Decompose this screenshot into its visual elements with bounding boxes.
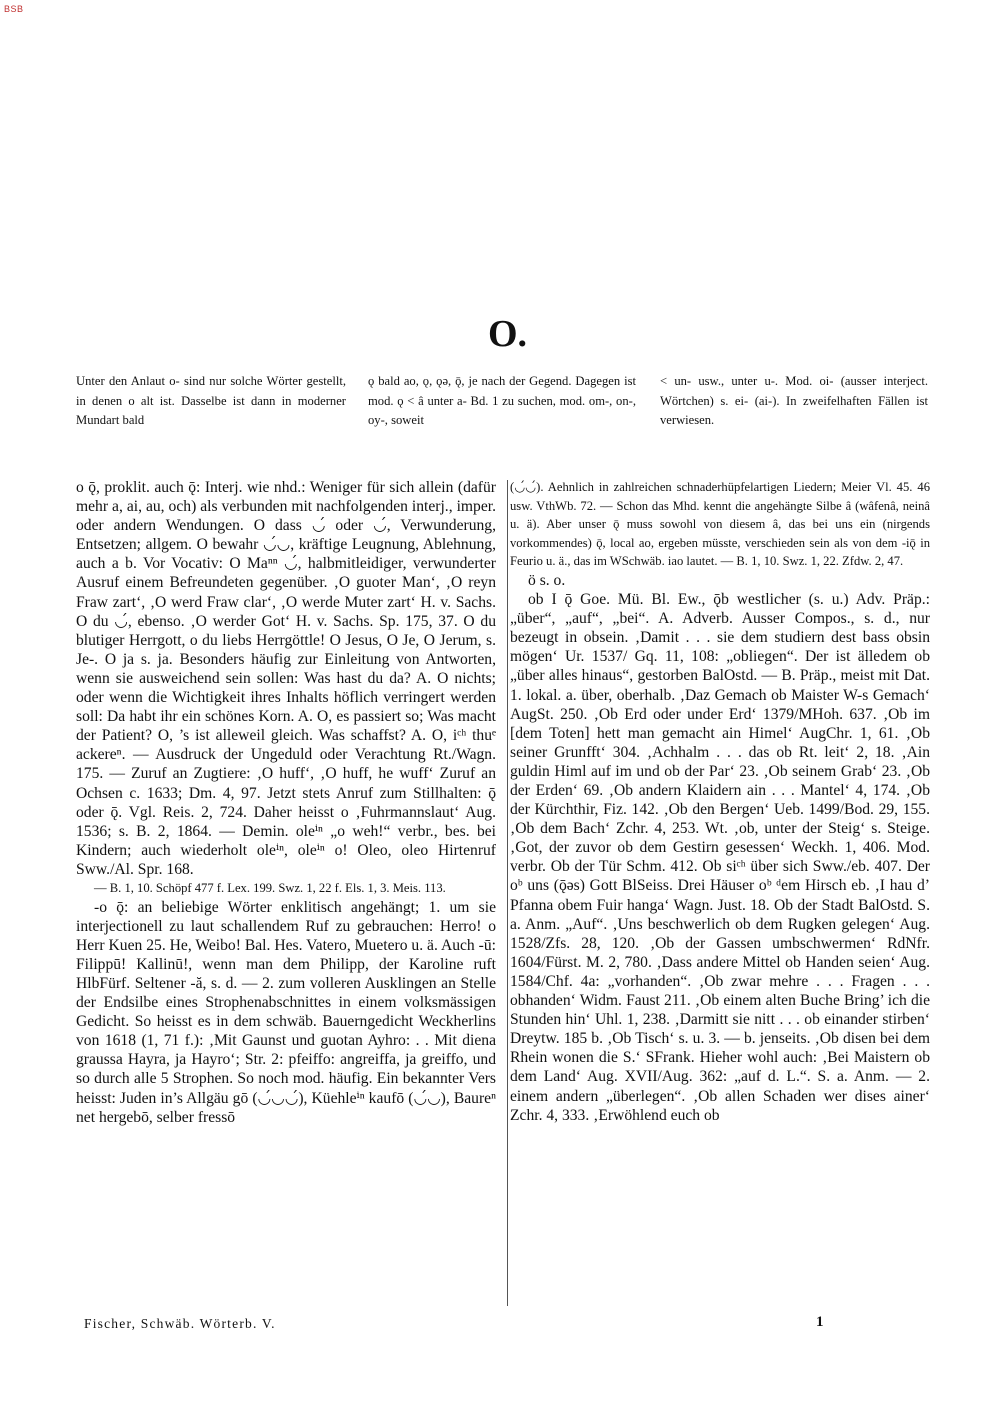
column-divider (507, 480, 508, 1306)
intro-text: ǫ bald ao, ǫ, ǫə, ǭ, je nach der Gegend. Dagegen ist mod. ǫ < â unter a- Bd. 1 zu suchen, mod. om-, on-, oy-, soweit (368, 374, 636, 427)
entry-ob: ob I ǭ Goe. Mü. Bl. Ew., ǭb westlicher (s. u.) Adv. Präp.: „über“, „auf“, „bei“. A. Adverb. Ausser Compos., s. d., nur bezeugt in obsein. ‚Damit . . . sie dem studiern dest bass obsin mögen‘ Ur. 1537/ Gq. 11, 108: „obliegen“. Der ist älledem ob „über alles hinaus“, gestorben BalOstd. — B. Präp., meist mit Dat. 1. lokal. a. über, oberhalb. ‚Daz Gemach ob Maister W-s Gemach‘ AugSt. 250. ‚Ob Erd oder under Erd‘ 1379/MHoh. 637. ‚Ob im [dem Toten] hett man gemacht ain Himel‘ AugChr. 1, 61. ‚Ob seiner Grunfft‘ 304. ‚Achhalm . . . das ob Rt. leit‘ 2, 18. ‚Ain guldin Himl auf im und ob der Par‘ 23. ‚Ob seinem Grab‘ 23. ‚Ob der Erden‘ 69. ‚Ob andern Klaidern ain . . . Mantel‘ 4, 174. ‚Ob der Kürchthir, Fiz. 142. ‚Ob den Bergen‘ Ueb. 1499/Bod. 29, 155. ‚Ob dem Bach‘ Zchr. 4, 253. Wt. ‚ob, unter der Steig‘ s. Steige. ‚Got, der zuvor ob dem Gestirn gesessen‘ Weckh. 1, 406. Mod. verbr. Ob der Tür Schm. 412. Ob siᶜʰ über sich Sww./eb. 407. Der oᵇ uns (ǭəs) Gott BlSeiss. Drei Häuser oᵇ ᵈem Hirsch eb. ‚I hau d’ Pfanna obem Fuir hanga‘ Wagn. Just. 18. Ob der Stadt BalOstd. S. a. Anm. „Auf“. ‚Uns beschwerlich ob dem Rugken gelegen‘ Aug. 1528/Zfs. 28, 120. ‚Ob der Gassen umbschwermen‘ RdNfr. 1604/Fürst. M. 2, 780. ‚Dass andere Mittel ob Handen seien‘ Aug. 1584/Chf. 4a: „vorhanden“. ‚Ob zwar mehre . . . Fragen . . . obhanden‘ Widm. Faust 211. ‚Ob einem alten Buche Bring’ ich die Stunden hin‘ Uhl. 1, 238. ‚Darmitt sie nitt . . . ob einander stirben‘ Dreytw. 185 b. ‚Ob Tisch‘ s. u. 3. — b. jenseits. ‚Ob disen bei dem Rhein wonen die S.‘ SFrank. Hieher wohl auch: ‚Bei Maistern ob dem Land‘ Aug. XVII/Aug. 362: „auf d. L.“. S. a. Anm. — 2. einem andern „überlegen“. ‚Ob allen Schaden wer dises ainer‘ Zchr. 4, 333. ‚Erwöhlend euch ob (510, 591, 930, 1124)
intro-text: Unter den Anlaut o- sind nur solche Wörter gestellt, in denen o alt ist. Dasselbe ist dann in moderner Mundart bald (76, 374, 346, 427)
left-text-column (76, 478, 496, 1127)
entry-references: — B. 1, 10. Schöpf 477 f. Lex. 199. Swz. 1, 22 f. Els. 1, 3. Meis. 113. (94, 880, 446, 895)
entry-continuation: (◡́◡́). Aehnlich in zahlreichen schnaderhüpfelartigen Liedern; Meier Vl. 45. 46 usw. VthWb. 72. — Schon das Mhd. kennt die angehängte Silbe â (wâfenâ, neinâ u. ä). Aber unser ǭ muss sowohl von diesem â, das bei uns ein (nirgends vorkommendes) ǭ, local ao, ergeben müsste, verschieden sein als von dem -iǭ in Feurio u. ä., das im WSchwäb. iao lautet. — B. 1, 10. Swz. 1, 22. Zfdw. 2, 47. (510, 480, 930, 569)
intro-column-1 (76, 372, 346, 431)
entry-o: o ǭ, proklit. auch ǭ: Interj. wie nhd.: Weniger für sich allein (dafür mehr a, ai, au, och) als verbunden mit nachfolgenden interj., imper. oder andern Wendungen. O dass ◡́ oder ◡́, Verwunderung, Entsetzen; allgem. O bewahr ◡́◡, kräftige Leugnung, Ablehnung, auch a b. Vor Vocativ: O Maⁿⁿ ◡́, halbmitleidiger, verwunderter Ausruf einem Befreundeten gegenüber. ‚O guoter Man‘, ‚O reyn Fraw zart‘, ‚O werd Fraw clar‘, ‚O werde Muter zart‘ H. v. Sachs. O du ◡́, ebenso. ‚O werder Got‘ H. v. Sachs. Sp. 175, 37. O du blutiger Herrgott, o du liebs Herrgöttle! O Jesus, O Je, O Jerum, s. Je-. O ja s. ja. Besonders häufig zur Einleitung von Antworten, wenn sie ausweichend sein sollen: Was hast du da? A. O nichts; oder wenn die Wichtigkeit ihres Inhalts höflich verringert werden soll: Da habt ihr ein schönes Korn. A. O, es passiert so; Was macht der Patient? O, ’s ist alleweil gleich. Was schaffst? A. O, iᶜʰ thuᵉ ackereⁿ. — Ausdruck der Ungeduld oder Verachtung Rt./Wagn. 175. — Zuruf an Zugtiere: ‚O huff‘, ‚O huff, he wuff‘ Zuruf an Ochsen c. 1633; Dm. 4, 97. Jetzt stets Anruf zum Stillhalten: ǭ oder ǭ. Vgl. Reis. 2, 724. Daher heisst o ‚Fuhrmannslaut‘ Aug. 1536; s. B. 2, 1864. — Demin. oleⁱⁿ „o weh!“ verbr., bes. bei Kindern; auch wiederholt oleⁱⁿ, oleⁱⁿ o! Oleo, oleo Hirtenruf Sww./Al. Spr. 168. (76, 479, 496, 878)
page-number: 1 (816, 1314, 824, 1330)
section-letter-heading: O. (488, 313, 528, 355)
intro-column-2 (368, 372, 636, 431)
footer-publication: Fischer, Schwäb. Wörterb. V. (84, 1316, 276, 1331)
intro-column-3 (660, 372, 928, 431)
intro-text: < un- usw., unter u-. Mod. oi- (ausser interject. Wörtchen) s. ei- (ai-). In zweifelhaften Fällen ist verwiesen. (660, 374, 928, 427)
right-text-column (510, 478, 930, 1125)
library-stamp: BSB (4, 4, 24, 14)
entry-suffix-o: -o ǭ: an beliebige Wörter enklitisch angehängt; 1. um sie interjectionell zu laut schallendem Ruf zu gebrauchen: Herro! o Herr Kuen 25. He, Weibo! Bal. Hes. Vatero, Muetero u. ä. Auch -ū: Filippū! Kallinū!, wenn man dem Philipp, der Karoline ruft HlbFürf. Seltener -ă, s. d. — 2. zum volleren Ausklingen an Stelle der Endsilbe eines Strophenabschnittes in einem volksmässigen Gedicht. So heisst es in dem schwäb. Bauerngedicht Weckherlins von 1618 (1, 71 f.): ‚Mit Gaunst und guotan Ayhro: . . Mit diena graussa Hayra, ja Hayro‘; Str. 2: pfeiffo: angreiffa, ja greiffo, und so durch alle 5 Strophen. So noch mod. häufig. Ein bekannter Vers heisst: Juden in’s Allgäu gō (◡́◡◡́), Küehleⁱⁿ kaufō (◡́◡), Baureⁿ net hergebō, selber fressō (76, 898, 496, 1126)
entry-oe: ö s. o. (528, 571, 566, 589)
